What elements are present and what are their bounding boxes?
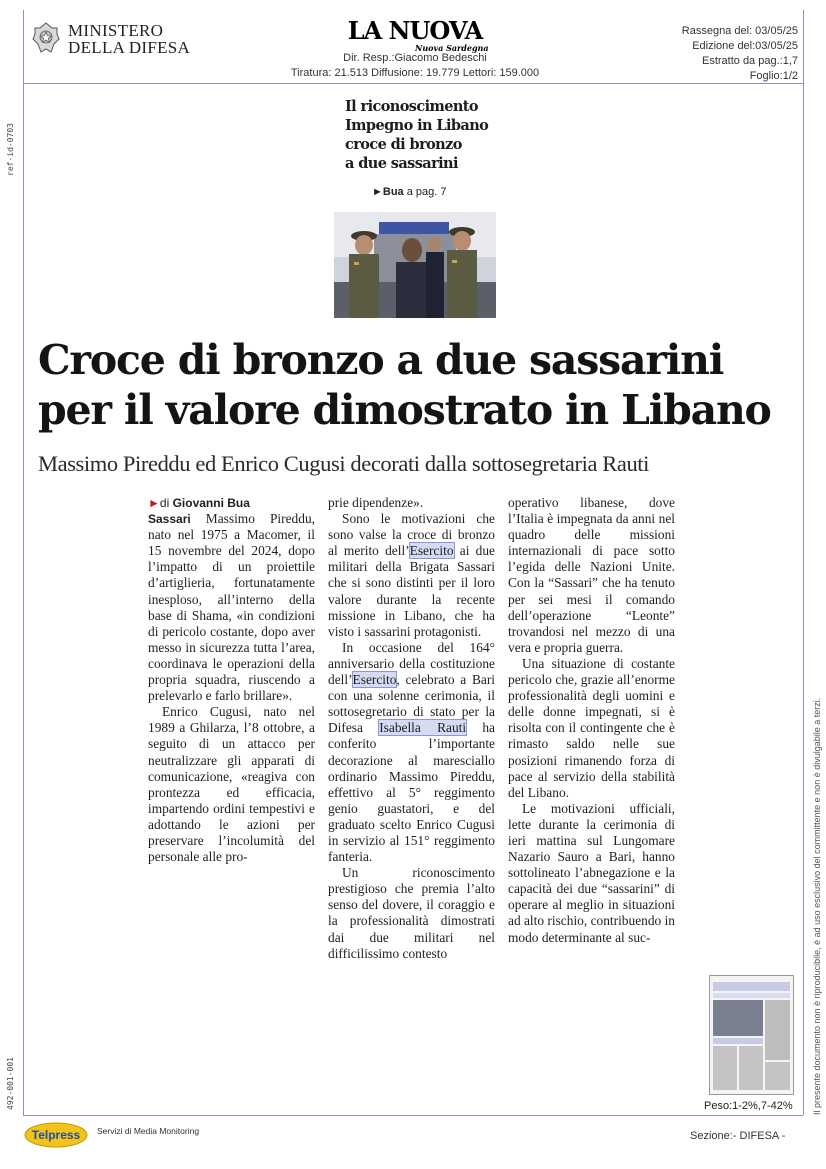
press-review-meta xyxy=(600,24,798,84)
paragraph xyxy=(148,511,315,704)
dateline: Sassari xyxy=(148,512,191,527)
section-label: Sezione:- DIFESA - xyxy=(690,1130,786,1142)
telpress-logo-text: Telpress xyxy=(31,1128,81,1142)
newspaper-masthead: LA NUOVA xyxy=(347,16,483,45)
paragraph: Enrico Cugusi, nato nel 1989 a Ghilarza, l’8 ottobre, a seguito di un attacco per neutralizzare gli apparati di comunicazione, «reagiva con prontezza ed efficacia, impartendo ordini tempestivi e adottando le azioni per preservare l’incolumità del personale alle pro- xyxy=(148,704,315,865)
article-column-2 xyxy=(328,495,495,962)
triangle-bullet-icon: ► xyxy=(372,186,383,198)
disclaimer-text: Il presente documento non è riproducibile, è ad uso esclusivo del committente e non è divulgabile a terzi. xyxy=(812,697,822,1115)
highlighted-term: Isabella Rauti xyxy=(379,720,467,736)
ref-id-label: ref-id-0703 xyxy=(6,123,15,176)
front-page-teaser xyxy=(345,97,515,173)
paragraph-text: , celebrato a Bari con una solenne cerimonia, il sottosegretario di stato per la Difesa xyxy=(328,672,495,736)
teaser-line-2: Impegno in Libano xyxy=(345,117,489,134)
teaser-ref-page: a pag. 7 xyxy=(403,186,447,198)
teaser-line-4: a due sassarini xyxy=(345,155,458,172)
paragraph: Un riconoscimento prestigioso che premia l’alto senso del dovere, il coraggio e la professionalità dimostrati dai due militari nel difficilissimo contesto xyxy=(328,865,495,961)
paragraph-text: ha conferito l’importante decorazione al maresciallo ordinario Massimo Pireddu, effettivo al 5° reggimento genio guastatori, e del graduato scelto Enrico Cugusi in servizio al 151° reggimento fanteria. xyxy=(328,720,495,865)
document-code-label: 492-001-001 xyxy=(6,1057,15,1110)
headline-line-2: per il valore dimostrato in Libano xyxy=(38,386,771,434)
paragraph-text: In occasione del 164° anniversario della costituzione dell’ xyxy=(328,639,495,688)
triangle-bullet-icon: ► xyxy=(148,496,160,510)
paragraph: operativo libanese, dove l’Italia è impegnata da anni nel quadro delle missioni internazionali di pace sotto l’egida delle Nazioni Unite. Con la “Sassari” che ha tenuto per sei mesi il comando dell’operazione “Leonte” trovandosi nel mezzo di una vera e propria guerra. xyxy=(508,495,675,655)
footer-divider xyxy=(23,1115,803,1116)
ministry-line-1: MINISTERO xyxy=(68,21,164,40)
page-frame-right xyxy=(803,10,804,1115)
page-thumbnail xyxy=(709,975,794,1095)
ministry-line-2: DELLA DIFESA xyxy=(68,38,191,57)
headline-line-1: Croce di bronzo a due sassarini xyxy=(38,336,724,384)
byline xyxy=(148,495,315,511)
paragraph: Una situazione di costante pericolo che, grazie all’enorme professionalità degli uomini e delle donne impegnati, si è risolta con il contingente che è rimasto saldo nelle sue posizioni rimanendo forza di pace al servizio della stabilità del Libano. xyxy=(508,655,675,800)
foglio-count: Foglio:1/2 xyxy=(749,70,798,82)
edizione-date: Edizione del:03/05/25 xyxy=(692,40,798,52)
highlighted-term: Esercito xyxy=(352,672,397,688)
teaser-line-3: croce di bronzo xyxy=(345,136,462,153)
italian-republic-emblem-icon xyxy=(32,22,60,54)
paragraph xyxy=(328,640,495,865)
byline-prefix: di xyxy=(159,496,173,510)
services-label: Servizi di Media Monitoring xyxy=(97,1126,200,1136)
article-headline xyxy=(38,335,808,435)
rassegna-date: Rassegna del: 03/05/25 xyxy=(681,25,798,37)
circulation-line: Tiratura: 21.513 Diffusione: 19.779 Lettori: 159.000 xyxy=(290,67,540,79)
paragraph-text: Massimo Pireddu, nato nel 1975 a Macomer, il 15 novembre del 2024, dopo l’impatto di un proiettile d’artiglieria, fortunatamente inesploso, all’interno della base di Shama, «in condizioni di pericolo costante, dopo aver messo in sicurezza tutta l’area, coordinava le operazioni della propria squadra, riuscendo a prelevarlo e farlo brillare». xyxy=(148,511,315,704)
ceremony-photo xyxy=(334,212,496,318)
peso-label: Peso:1-2%,7-42% xyxy=(704,1100,793,1112)
telpress-logo xyxy=(24,1122,88,1148)
article-column-3 xyxy=(508,495,675,946)
paragraph-text: Sono le motivazioni che sono valse la croce di bronzo al merito dell’ xyxy=(328,511,495,559)
paragraph-text: ai due militari della Brigata Sassari che si sono distinti per il loro valore durante la recente missione in Libano, che ha visto i sassarini protagonisti. xyxy=(328,543,495,639)
paragraph: Le motivazioni ufficiali, lette durante la cerimonia di ieri mattina sul Lungomare Nazario Sauro a Bari, hanno sottolineato l’abnegazione e la capacità dei due “sassarini” di operare al meglio in situazioni ad alto rischio, contribuendo in modo determinante al suc- xyxy=(508,800,675,945)
paragraph xyxy=(328,511,495,640)
teaser-ref-name: Bua xyxy=(382,186,404,198)
highlighted-term: Esercito xyxy=(409,543,454,559)
page-frame-left xyxy=(23,10,24,1115)
paragraph: prie dipendenze». xyxy=(328,495,424,510)
ministry-name xyxy=(68,22,190,56)
teaser-page-reference xyxy=(372,186,447,198)
article-subheadline: Massimo Pireddu ed Enrico Cugusi decorati dalla sottosegretaria Rauti xyxy=(38,451,650,476)
article-column-1 xyxy=(148,495,315,865)
teaser-line-1: Il riconoscimento xyxy=(345,98,478,115)
director-line: Dir. Resp.:Giacomo Bedeschi xyxy=(343,52,487,64)
estratto-pages: Estratto da pag.:1,7 xyxy=(701,55,798,67)
byline-author: Giovanni Bua xyxy=(172,496,250,510)
newspaper-masthead-sub: Nuova Sardegna xyxy=(415,43,489,53)
